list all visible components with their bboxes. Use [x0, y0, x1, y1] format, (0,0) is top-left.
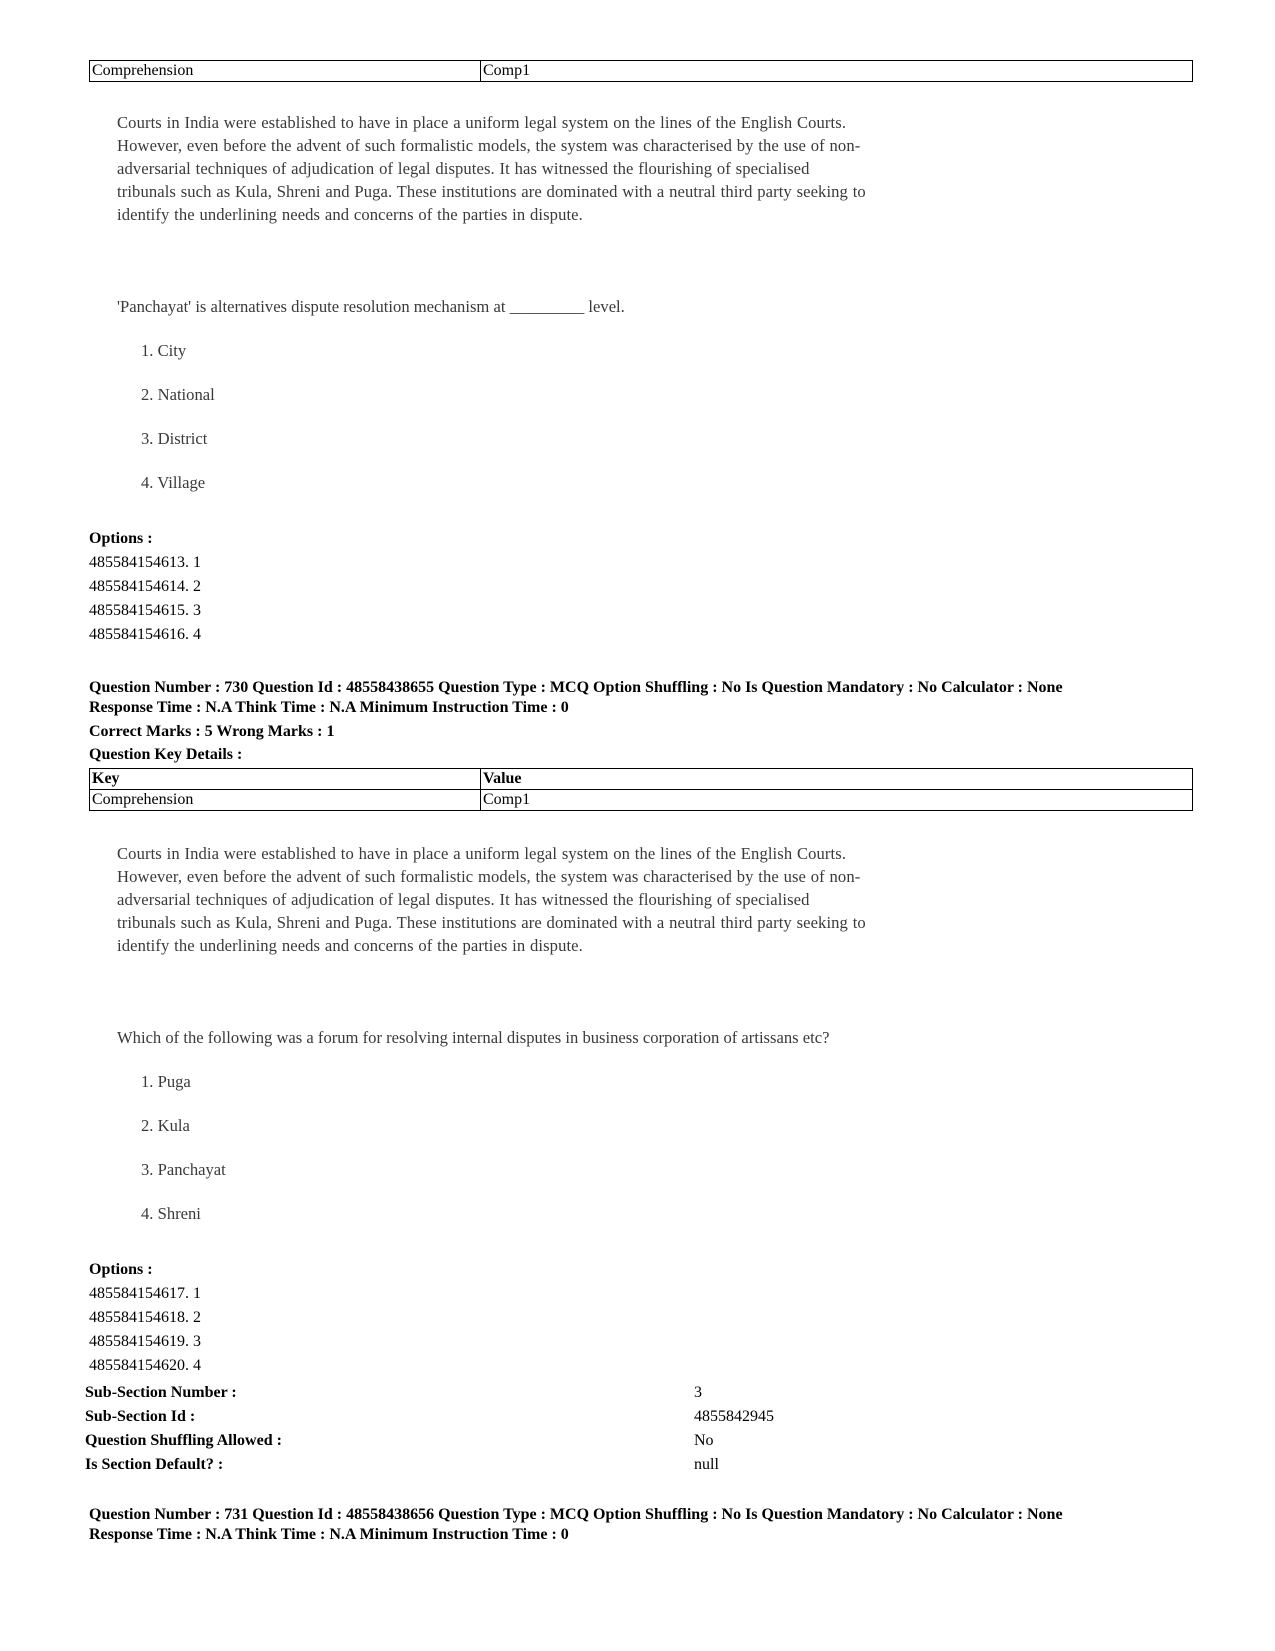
table-header-value: Value [481, 769, 1193, 790]
choice-item: 4. Shreni [141, 1204, 201, 1223]
table-cell-value: Comp1 [481, 790, 1193, 811]
option-item: 485584154620. 4 [89, 1357, 201, 1374]
question-meta-line: Response Time : N.A Think Time : N.A Minimum Instruction Time : 0 [89, 1526, 569, 1543]
comprehension-passage [117, 842, 1017, 957]
choice-item: 4. Village [141, 473, 206, 492]
question-text: Which of the following was a forum for resolving internal disputes in business corporation of artissans etc? [117, 1028, 830, 1047]
choice-item: 1. City [141, 341, 187, 360]
marks-line: Correct Marks : 5 Wrong Marks : 1 [89, 723, 335, 740]
subsection-value: null [694, 1456, 719, 1473]
passage-line: identify the underlining needs and concerns of the parties in dispute. [117, 205, 583, 224]
option-item: 485584154614. 2 [89, 578, 201, 595]
question-key-table [89, 768, 1193, 811]
key-details-label: Question Key Details : [89, 746, 243, 763]
table-row [90, 61, 1193, 82]
choice-item: 3. Panchayat [141, 1160, 226, 1179]
choice-item: 2. National [141, 385, 215, 404]
subsection-label: Sub-Section Id : [85, 1408, 196, 1425]
passage-line: adversarial techniques of adjudication of legal disputes. It has witnessed the flourishing of specialised [117, 890, 810, 909]
option-item: 485584154616. 4 [89, 626, 201, 643]
passage-line: tribunals such as Kula, Shreni and Puga. These institutions are dominated with a neutral third party seeking to [117, 913, 866, 932]
subsection-label: Is Section Default? : [85, 1456, 224, 1473]
options-label: Options : [89, 1261, 153, 1278]
option-item: 485584154615. 3 [89, 602, 201, 619]
table-cell-key: Comprehension [90, 61, 481, 82]
top-key-value-table [89, 60, 1193, 82]
passage-line: Courts in India were established to have in place a uniform legal system on the lines of the English Courts. [117, 844, 847, 863]
table-cell-value: Comp1 [481, 61, 1193, 82]
subsection-value: 3 [694, 1384, 702, 1401]
choice-item: 3. District [141, 429, 208, 448]
option-item: 485584154617. 1 [89, 1285, 201, 1302]
options-label: Options : [89, 530, 153, 547]
subsection-value: No [694, 1432, 714, 1449]
passage-line: Courts in India were established to have in place a uniform legal system on the lines of the English Courts. [117, 113, 847, 132]
option-item: 485584154619. 3 [89, 1333, 201, 1350]
passage-line: tribunals such as Kula, Shreni and Puga. These institutions are dominated with a neutral third party seeking to [117, 182, 866, 201]
choice-item: 2. Kula [141, 1116, 190, 1135]
comprehension-passage [117, 111, 1017, 226]
choice-item: 1. Puga [141, 1072, 191, 1091]
subsection-label: Question Shuffling Allowed : [85, 1432, 282, 1449]
option-item: 485584154618. 2 [89, 1309, 201, 1326]
table-header-key: Key [90, 769, 481, 790]
passage-line: However, even before the advent of such formalistic models, the system was characterised by the use of non- [117, 136, 861, 155]
table-header-row [90, 769, 1193, 790]
passage-line: identify the underlining needs and concerns of the parties in dispute. [117, 936, 583, 955]
option-item: 485584154613. 1 [89, 554, 201, 571]
question-meta-line: Question Number : 730 Question Id : 48558438655 Question Type : MCQ Option Shuffling : No Is Question Mandatory : No Calculator : None [89, 679, 1063, 696]
table-row [90, 790, 1193, 811]
passage-line: However, even before the advent of such formalistic models, the system was characterised by the use of non- [117, 867, 861, 886]
question-meta-line: Response Time : N.A Think Time : N.A Minimum Instruction Time : 0 [89, 699, 569, 716]
question-text: 'Panchayat' is alternatives dispute resolution mechanism at _________ level. [117, 297, 625, 316]
subsection-value: 4855842945 [694, 1408, 774, 1425]
subsection-label: Sub-Section Number : [85, 1384, 237, 1401]
table-cell-key: Comprehension [90, 790, 481, 811]
question-meta-line: Question Number : 731 Question Id : 48558438656 Question Type : MCQ Option Shuffling : No Is Question Mandatory : No Calculator : None [89, 1506, 1063, 1523]
passage-line: adversarial techniques of adjudication of legal disputes. It has witnessed the flourishing of specialised [117, 159, 810, 178]
